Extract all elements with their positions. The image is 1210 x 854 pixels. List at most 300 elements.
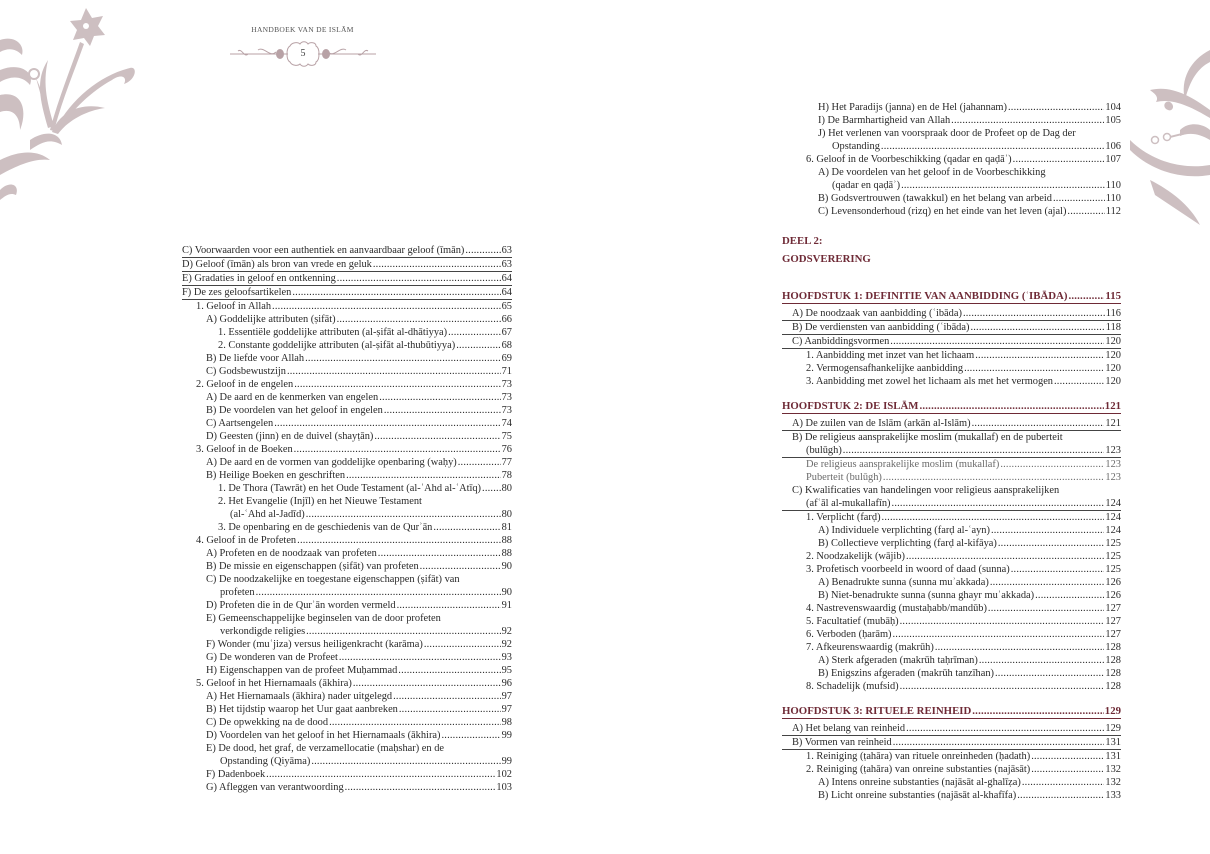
toc-entry[interactable] [182, 352, 512, 365]
toc-entry[interactable] [182, 599, 512, 612]
toc-entry-title: G) De wonderen van de Profeet [206, 652, 338, 663]
part-title: GODSVERERING [782, 253, 871, 265]
toc-entry-title: B) Heilige Boeken en geschriften [206, 470, 346, 481]
toc-entry-page: 63 [501, 259, 512, 270]
dot-leader [972, 417, 1105, 430]
toc-entry[interactable] [182, 495, 512, 521]
toc-entry-page: 131 [1105, 737, 1121, 748]
toc-entry-page: 99 [501, 756, 512, 767]
toc-entry-title: H) Eigenschappen van de profeet Muḥammad [206, 665, 398, 676]
toc-entry-title: 1. Reiniging (ṭahāra) van rituele onreinheden (ḥadath) [806, 751, 1031, 762]
toc-entry[interactable] [182, 521, 512, 534]
toc-right-column [782, 101, 1121, 802]
toc-entry-page: 95 [501, 665, 512, 676]
toc-entry[interactable] [782, 375, 1121, 388]
toc-entry-title: 1. De Thora (Tawrāt) en het Oude Testament (al-ʿAhd al-ʿAtīq) [218, 483, 482, 494]
toc-entry[interactable] [182, 272, 512, 286]
toc-entry-title-cont: (afʿāl al-mukallafīn) [806, 498, 891, 509]
toc-entry-page: 92 [501, 639, 512, 650]
toc-entry-page: 63 [501, 245, 512, 256]
toc-entry-page: 67 [501, 327, 512, 338]
toc-entry-title: I) De Barmhartigheid van Allah [818, 115, 951, 126]
toc-entry-page: 80 [501, 483, 512, 494]
toc-entry-page: 88 [501, 535, 512, 546]
toc-entry-page: 105 [1105, 115, 1121, 126]
toc-entry[interactable] [782, 153, 1121, 166]
floral-ornament-left [0, 0, 180, 220]
toc-entry-title: B) Het tijdstip waarop het Uur gaat aanbreken [206, 704, 398, 715]
toc-entry-title: C) Voorwaarden voor een authentiek en aanvaardbaar geloof (īmān) [182, 245, 465, 256]
toc-entry-page: 128 [1105, 668, 1121, 679]
toc-entry-page: 97 [501, 691, 512, 702]
dot-leader [995, 667, 1104, 680]
toc-entry[interactable] [782, 114, 1121, 127]
chapter-page: 121 [1104, 400, 1121, 412]
toc-entry-page: 64 [501, 287, 512, 298]
toc-entry-title: B) De liefde voor Allah [206, 353, 305, 364]
toc-entry-title: B) Enigszins afgeraden (makrūh tanzīhan) [818, 668, 994, 679]
toc-entry[interactable] [782, 471, 1121, 484]
dot-leader [900, 615, 1105, 628]
toc-entry[interactable] [182, 443, 512, 456]
toc-entry[interactable] [182, 286, 512, 300]
toc-entry-title: 7. Afkeurenswaardig (makrūh) [806, 642, 934, 653]
toc-entry-title: 1. Geloof in Allah [196, 301, 272, 312]
toc-entry-title: A) De voordelen van het geloof in de Voorbeschikking [818, 167, 1046, 178]
toc-entry-title: A) De aard en de vormen van goddelijke openbaring (waḥy) [206, 457, 457, 468]
toc-entry-title: C) Aartsengelen [206, 418, 274, 429]
chapter-heading[interactable] [782, 703, 1121, 719]
toc-entry-title: 1. Verplicht (farḍ) [806, 512, 881, 523]
dot-leader [448, 326, 501, 339]
toc-entry[interactable] [182, 612, 512, 638]
toc-entry-page: 125 [1105, 564, 1121, 575]
toc-entry-page: 66 [501, 314, 512, 325]
dot-leader [420, 560, 501, 573]
toc-entry-title: A) Benadrukte sunna (sunna muʾakkada) [818, 577, 989, 588]
dot-leader [287, 365, 501, 378]
toc-entry[interactable] [182, 300, 512, 313]
dot-leader [890, 335, 1104, 348]
toc-entry[interactable] [782, 667, 1121, 680]
dot-leader [482, 482, 501, 495]
toc-entry-page: 128 [1105, 655, 1121, 666]
toc-entry[interactable] [782, 722, 1121, 736]
toc-entry-page: 127 [1105, 629, 1121, 640]
toc-entry[interactable] [782, 550, 1121, 563]
chapter-heading[interactable] [782, 288, 1121, 304]
toc-entry-page: 120 [1105, 363, 1121, 374]
dot-leader [975, 349, 1104, 362]
toc-entry[interactable] [782, 628, 1121, 641]
toc-entry-page: 68 [501, 340, 512, 351]
dot-leader [294, 378, 500, 391]
toc-entry-page: 112 [1105, 206, 1121, 217]
dot-leader [882, 511, 1105, 524]
toc-entry[interactable] [182, 781, 512, 794]
toc-entry[interactable] [782, 127, 1121, 153]
toc-entry-page: 123 [1105, 445, 1121, 456]
toc-entry[interactable] [782, 511, 1121, 524]
toc-entry[interactable] [182, 534, 512, 547]
toc-entry-title: 2. Reiniging (ṭahāra) van onreine substanties (najāsāt) [806, 764, 1031, 775]
chapter-heading[interactable] [782, 398, 1121, 414]
toc-entry[interactable] [782, 576, 1121, 589]
chapter-page: 129 [1104, 705, 1121, 717]
dot-leader [1054, 375, 1104, 388]
toc-entry-page: 128 [1105, 642, 1121, 653]
toc-entry-title: D) Geloof (īmān) als bron van vrede en geluk [182, 259, 372, 270]
toc-entry[interactable] [782, 362, 1121, 375]
toc-entry-title: 2. Noodzakelijk (wājib) [806, 551, 905, 562]
toc-entry-page: 127 [1105, 603, 1121, 614]
toc-entry-title: F) Wonder (muʿjiza) versus heiligenkracht (karāma) [206, 639, 423, 650]
toc-entry[interactable] [182, 768, 512, 781]
toc-entry-page: 90 [501, 587, 512, 598]
dot-leader [843, 444, 1105, 457]
toc-entry-title: 4. Nastrevenswaardig (mustaḥabb/mandūb) [806, 603, 987, 614]
dot-leader [456, 339, 500, 352]
toc-entry-title: G) Afleggen van verantwoording [206, 782, 344, 793]
dot-leader [964, 362, 1104, 375]
toc-entry[interactable] [182, 729, 512, 742]
toc-entry-title: A) De noodzaak van aanbidding (ʿibāda) [792, 308, 962, 319]
dot-leader [384, 404, 501, 417]
toc-entry-page: 73 [501, 405, 512, 416]
toc-entry-title: 1. Essentiële goddelijke attributen (al-ṣifāt al-dhātiyya) [218, 327, 448, 338]
toc-entry-page: 125 [1105, 538, 1121, 549]
dot-leader [1022, 776, 1105, 789]
dot-leader [951, 114, 1104, 127]
toc-entry-title-cont: (qadar en qaḍāʾ) [832, 180, 901, 191]
toc-entry-page: 121 [1105, 418, 1121, 429]
dot-leader [1031, 750, 1104, 763]
dot-leader [881, 140, 1104, 153]
toc-entry[interactable] [182, 391, 512, 404]
toc-entry-title: B) De verdiensten van aanbidding (ʿibāda) [792, 322, 970, 333]
toc-entry[interactable] [182, 573, 512, 599]
toc-entry-title: A) Profeten en de noodzaak van profeten [206, 548, 377, 559]
toc-entry[interactable] [782, 537, 1121, 550]
toc-entry-title: H) Het Paradijs (janna) en de Hel (jahannam) [818, 102, 1007, 113]
toc-entry[interactable] [782, 602, 1121, 615]
dot-leader [892, 497, 1105, 510]
dot-leader [979, 654, 1105, 667]
toc-entry-title: B) Niet-benadrukte sunna (sunna ghayr muʾakkada) [818, 590, 1035, 601]
toc-entry-page: 118 [1105, 322, 1121, 333]
toc-entry-title: D) Geesten (jinn) en de duivel (shayṭān) [206, 431, 374, 442]
toc-entry[interactable] [182, 417, 512, 430]
dot-leader [297, 534, 500, 547]
dot-leader [893, 628, 1105, 641]
toc-entry-page: 126 [1105, 590, 1121, 601]
toc-entry-title: Puberteit (bulūgh) [806, 472, 882, 483]
dot-leader [379, 391, 500, 404]
toc-entry[interactable] [182, 677, 512, 690]
dot-leader [972, 705, 1104, 718]
toc-entry-page: 81 [501, 522, 512, 533]
dot-leader [398, 664, 500, 677]
toc-entry-page: 64 [501, 273, 512, 284]
toc-entry-page: 99 [501, 730, 512, 741]
toc-entry-title: B) Vormen van reinheid [792, 737, 892, 748]
toc-entry-page: 93 [501, 652, 512, 663]
toc-entry-title: A) Sterk afgeraden (makrūh taḥrīman) [818, 655, 978, 666]
toc-entry[interactable] [782, 101, 1121, 114]
toc-entry[interactable] [182, 560, 512, 573]
toc-entry[interactable] [182, 365, 512, 378]
toc-entry-page: 124 [1105, 512, 1121, 523]
dot-leader [906, 722, 1104, 735]
toc-entry-page: 133 [1105, 790, 1121, 801]
toc-entry[interactable] [782, 484, 1121, 511]
toc-entry[interactable] [782, 563, 1121, 576]
toc-entry-title: C) Levensonderhoud (rizq) en het einde van het leven (ajal) [818, 206, 1067, 217]
chapter-title: HOOFDSTUK 3: RITUELE REINHEID [782, 705, 972, 717]
dot-leader [935, 641, 1105, 654]
toc-entry-title: B) Godsvertrouwen (tawakkul) en het belang van arbeid [818, 193, 1052, 204]
toc-entry-title: 2. Geloof in de engelen [196, 379, 294, 390]
toc-entry-page: 91 [501, 600, 512, 611]
toc-entry-page: 124 [1105, 498, 1121, 509]
toc-entry[interactable] [182, 742, 512, 768]
toc-entry[interactable] [182, 690, 512, 703]
toc-entry-page: 132 [1105, 777, 1121, 788]
toc-entry-title: 3. Aanbidding met zowel het lichaam als met het vermogen [806, 376, 1053, 387]
toc-entry-page: 127 [1105, 616, 1121, 627]
toc-entry-title-cont: verkondigde religies [220, 626, 306, 637]
toc-entry[interactable] [782, 349, 1121, 362]
spacer [782, 693, 1121, 697]
toc-entry-page: 88 [501, 548, 512, 559]
dot-leader [399, 703, 501, 716]
dot-leader [424, 638, 501, 651]
dot-leader [1008, 101, 1104, 114]
chapter-title: HOOFDSTUK 2: DE ISLĀM [782, 400, 919, 412]
spacer [782, 218, 1121, 232]
toc-entry-page: 124 [1105, 525, 1121, 536]
spacer [782, 388, 1121, 392]
toc-entry[interactable] [782, 641, 1121, 654]
toc-entry-page: 132 [1105, 764, 1121, 775]
toc-entry-title: C) Aanbiddingsvormen [792, 336, 890, 347]
toc-entry-title: A) Intens onreine substanties (najāsāt al-ghalīẓa) [818, 777, 1021, 788]
toc-entry[interactable] [782, 192, 1121, 205]
toc-entry[interactable] [782, 335, 1121, 349]
toc-entry-title: B) De voordelen van het geloof in engelen [206, 405, 383, 416]
toc-entry[interactable] [782, 789, 1121, 802]
toc-entry[interactable] [782, 736, 1121, 750]
dot-leader [272, 300, 501, 313]
toc-entry-title: 5. Facultatief (mubāḥ) [806, 616, 899, 627]
toc-entry-page: 110 [1105, 193, 1121, 204]
toc-entry[interactable] [782, 205, 1121, 218]
toc-entry-title: A) Het Hiernamaals (ākhira) nader uitgelegd [206, 691, 393, 702]
toc-entry[interactable] [782, 615, 1121, 628]
toc-entry[interactable] [182, 244, 512, 258]
dot-leader [339, 651, 501, 664]
toc-entry-page: 120 [1105, 376, 1121, 387]
toc-entry-page: 78 [501, 470, 512, 481]
toc-entry[interactable] [782, 589, 1121, 602]
toc-entry-title: B) Licht onreine substanties (najāsāt al-khafīfa) [818, 790, 1017, 801]
toc-entry[interactable] [182, 313, 512, 326]
toc-entry-title-cont: Opstanding (Qiyāma) [220, 756, 311, 767]
dot-leader [337, 313, 501, 326]
dot-leader [441, 729, 500, 742]
toc-entry[interactable] [782, 524, 1121, 537]
dot-leader [465, 244, 500, 257]
dot-leader [266, 768, 495, 781]
toc-entry-page: 71 [501, 366, 512, 377]
toc-entry[interactable] [182, 339, 512, 352]
dot-leader [345, 781, 496, 794]
dot-leader [433, 521, 500, 534]
toc-left-column [182, 244, 512, 794]
toc-entry-title: 3. Geloof in de Boeken [196, 444, 293, 455]
toc-entry-page: 125 [1105, 551, 1121, 562]
toc-entry[interactable] [782, 458, 1121, 471]
toc-entry-page: 97 [501, 704, 512, 715]
toc-entry[interactable] [782, 776, 1121, 789]
toc-entry-title-cont: (al-ʿAhd al-Jadīd) [230, 509, 305, 520]
toc-entry[interactable] [782, 750, 1121, 763]
toc-entry-title: 5. Geloof in het Hiernamaals (ākhira) [196, 678, 352, 689]
toc-entry-title: 3. Profetisch voorbeeld in woord of daad (sunna) [806, 564, 1010, 575]
toc-entry-title: 2. Constante goddelijke attributen (al-ṣifāt al-thubūtiyya) [218, 340, 456, 351]
toc-entry-title: A) Het belang van reinheid [792, 723, 906, 734]
dot-leader [883, 471, 1105, 484]
toc-entry-page: 80 [501, 509, 512, 520]
chapter-title: HOOFDSTUK 1: DEFINITIE VAN AANBIDDING (ʿIBĀDA) [782, 290, 1068, 302]
toc-entry-title: D) Profeten die in de Qurʾān worden vermeld [206, 600, 396, 611]
toc-entry-title-cont: profeten [220, 587, 255, 598]
dot-leader [919, 400, 1103, 413]
toc-entry-title-cont: (bulūgh) [806, 445, 842, 456]
toc-entry-title: A) De aard en de kenmerken van engelen [206, 392, 379, 403]
toc-entry[interactable] [182, 703, 512, 716]
toc-entry[interactable] [182, 547, 512, 560]
dot-leader [274, 417, 500, 430]
toc-entry-page: 102 [496, 769, 512, 780]
toc-entry[interactable] [782, 417, 1121, 431]
page-number: 5 [300, 48, 306, 59]
toc-entry-page: 98 [501, 717, 512, 728]
toc-entry-page: 76 [501, 444, 512, 455]
running-head: HANDBOEK VAN DE ISLĀM [251, 25, 354, 34]
toc-entry-title: 4. Geloof in de Profeten [196, 535, 297, 546]
toc-entry-page: 75 [501, 431, 512, 442]
toc-entry[interactable] [782, 763, 1121, 776]
toc-entry-page: 120 [1105, 336, 1121, 347]
toc-entry-title: 8. Schadelijk (mufsid) [806, 681, 899, 692]
toc-entry-title: B) De missie en eigenschappen (ṣifāt) van profeten [206, 561, 419, 572]
dot-leader [306, 508, 501, 521]
dot-leader [1017, 789, 1104, 802]
dot-leader [393, 690, 501, 703]
toc-entry[interactable] [782, 166, 1121, 192]
dot-leader [292, 286, 500, 299]
toc-entry[interactable] [182, 326, 512, 339]
dot-leader [311, 755, 500, 768]
toc-entry[interactable] [182, 456, 512, 469]
toc-entry-page: 116 [1105, 308, 1121, 319]
dot-leader [963, 307, 1105, 320]
toc-entry-title: D) Voordelen van het geloof in het Hiernamaals (ākhira) [206, 730, 441, 741]
toc-entry-page: 107 [1105, 154, 1121, 165]
dot-leader [1035, 589, 1104, 602]
dot-leader [256, 586, 501, 599]
dot-leader [353, 677, 501, 690]
toc-entry-page: 104 [1105, 102, 1121, 113]
toc-entry[interactable] [782, 307, 1121, 321]
toc-entry-page: 92 [501, 626, 512, 637]
toc-entry[interactable] [182, 469, 512, 482]
toc-entry[interactable] [182, 664, 512, 677]
toc-entry-page: 129 [1105, 723, 1121, 734]
toc-entry-title: B) De religieus aansprakelijke moslim (mukallaf) en de puberteit [792, 432, 1063, 443]
dot-leader [329, 716, 501, 729]
dot-leader [988, 602, 1104, 615]
dot-leader [397, 599, 501, 612]
part-label: DEEL 2: [782, 235, 823, 247]
toc-entry-page: 73 [501, 392, 512, 403]
dot-leader [901, 179, 1105, 192]
toc-entry[interactable] [782, 321, 1121, 335]
toc-entry[interactable] [182, 430, 512, 443]
toc-entry-title: 3. De openbaring en de geschiedenis van de Qurʾān [218, 522, 433, 533]
toc-entry[interactable] [782, 431, 1121, 458]
toc-entry-title: B) Collectieve verplichting (farḍ al-kifāya) [818, 538, 997, 549]
toc-entry[interactable] [182, 638, 512, 651]
toc-entry-page: 73 [501, 379, 512, 390]
toc-entry-title: De religieus aansprakelijke moslim (mukallaf) [806, 459, 1000, 470]
dot-leader [373, 258, 501, 271]
toc-entry-title: A) De zuilen van de Islām (arkān al-Islām) [792, 418, 971, 429]
toc-entry-title: 2. Het Evangelie (Injīl) en het Nieuwe Testament [218, 496, 422, 507]
toc-entry[interactable] [182, 404, 512, 417]
toc-entry-title: C) De opwekking na de dood [206, 717, 329, 728]
toc-entry[interactable] [182, 716, 512, 729]
toc-entry-title: C) Kwalificaties van handelingen voor religieus aansprakelijken [792, 485, 1060, 496]
toc-entry-title: 6. Verboden (ḥarām) [806, 629, 892, 640]
toc-entry-title: J) Het verlenen van voorspraak door de Profeet op de Dag der [818, 128, 1076, 139]
floral-ornament-right [1130, 30, 1210, 240]
dot-leader [346, 469, 501, 482]
toc-entry-title: E) Gradaties in geloof en ontkenning [182, 273, 336, 284]
toc-entry-title: 2. Vermogensafhankelijke aanbidding [806, 363, 964, 374]
toc-entry[interactable] [782, 680, 1121, 693]
toc-entry[interactable] [182, 378, 512, 391]
toc-entry-page: 65 [501, 301, 512, 312]
toc-entry[interactable] [182, 651, 512, 664]
toc-entry-title: 1. Aanbidding met inzet van het lichaam [806, 350, 975, 361]
dot-leader [998, 537, 1105, 550]
dot-leader [1068, 290, 1104, 303]
dot-leader [1011, 563, 1105, 576]
toc-entry-title: E) Gemeenschappelijke beginselen van de door profeten [206, 613, 441, 624]
dot-leader [1053, 192, 1105, 205]
toc-entry-page: 90 [501, 561, 512, 572]
toc-entry[interactable] [182, 258, 512, 272]
dot-leader [306, 625, 500, 638]
toc-entry-title: C) De noodzakelijke en toegestane eigenschappen (ṣifāt) van [206, 574, 460, 585]
toc-entry-title: C) Godsbewustzijn [206, 366, 286, 377]
toc-entry[interactable] [182, 482, 512, 495]
dot-leader [1000, 458, 1104, 471]
toc-entry[interactable] [782, 654, 1121, 667]
chapter-page: 115 [1105, 290, 1121, 302]
